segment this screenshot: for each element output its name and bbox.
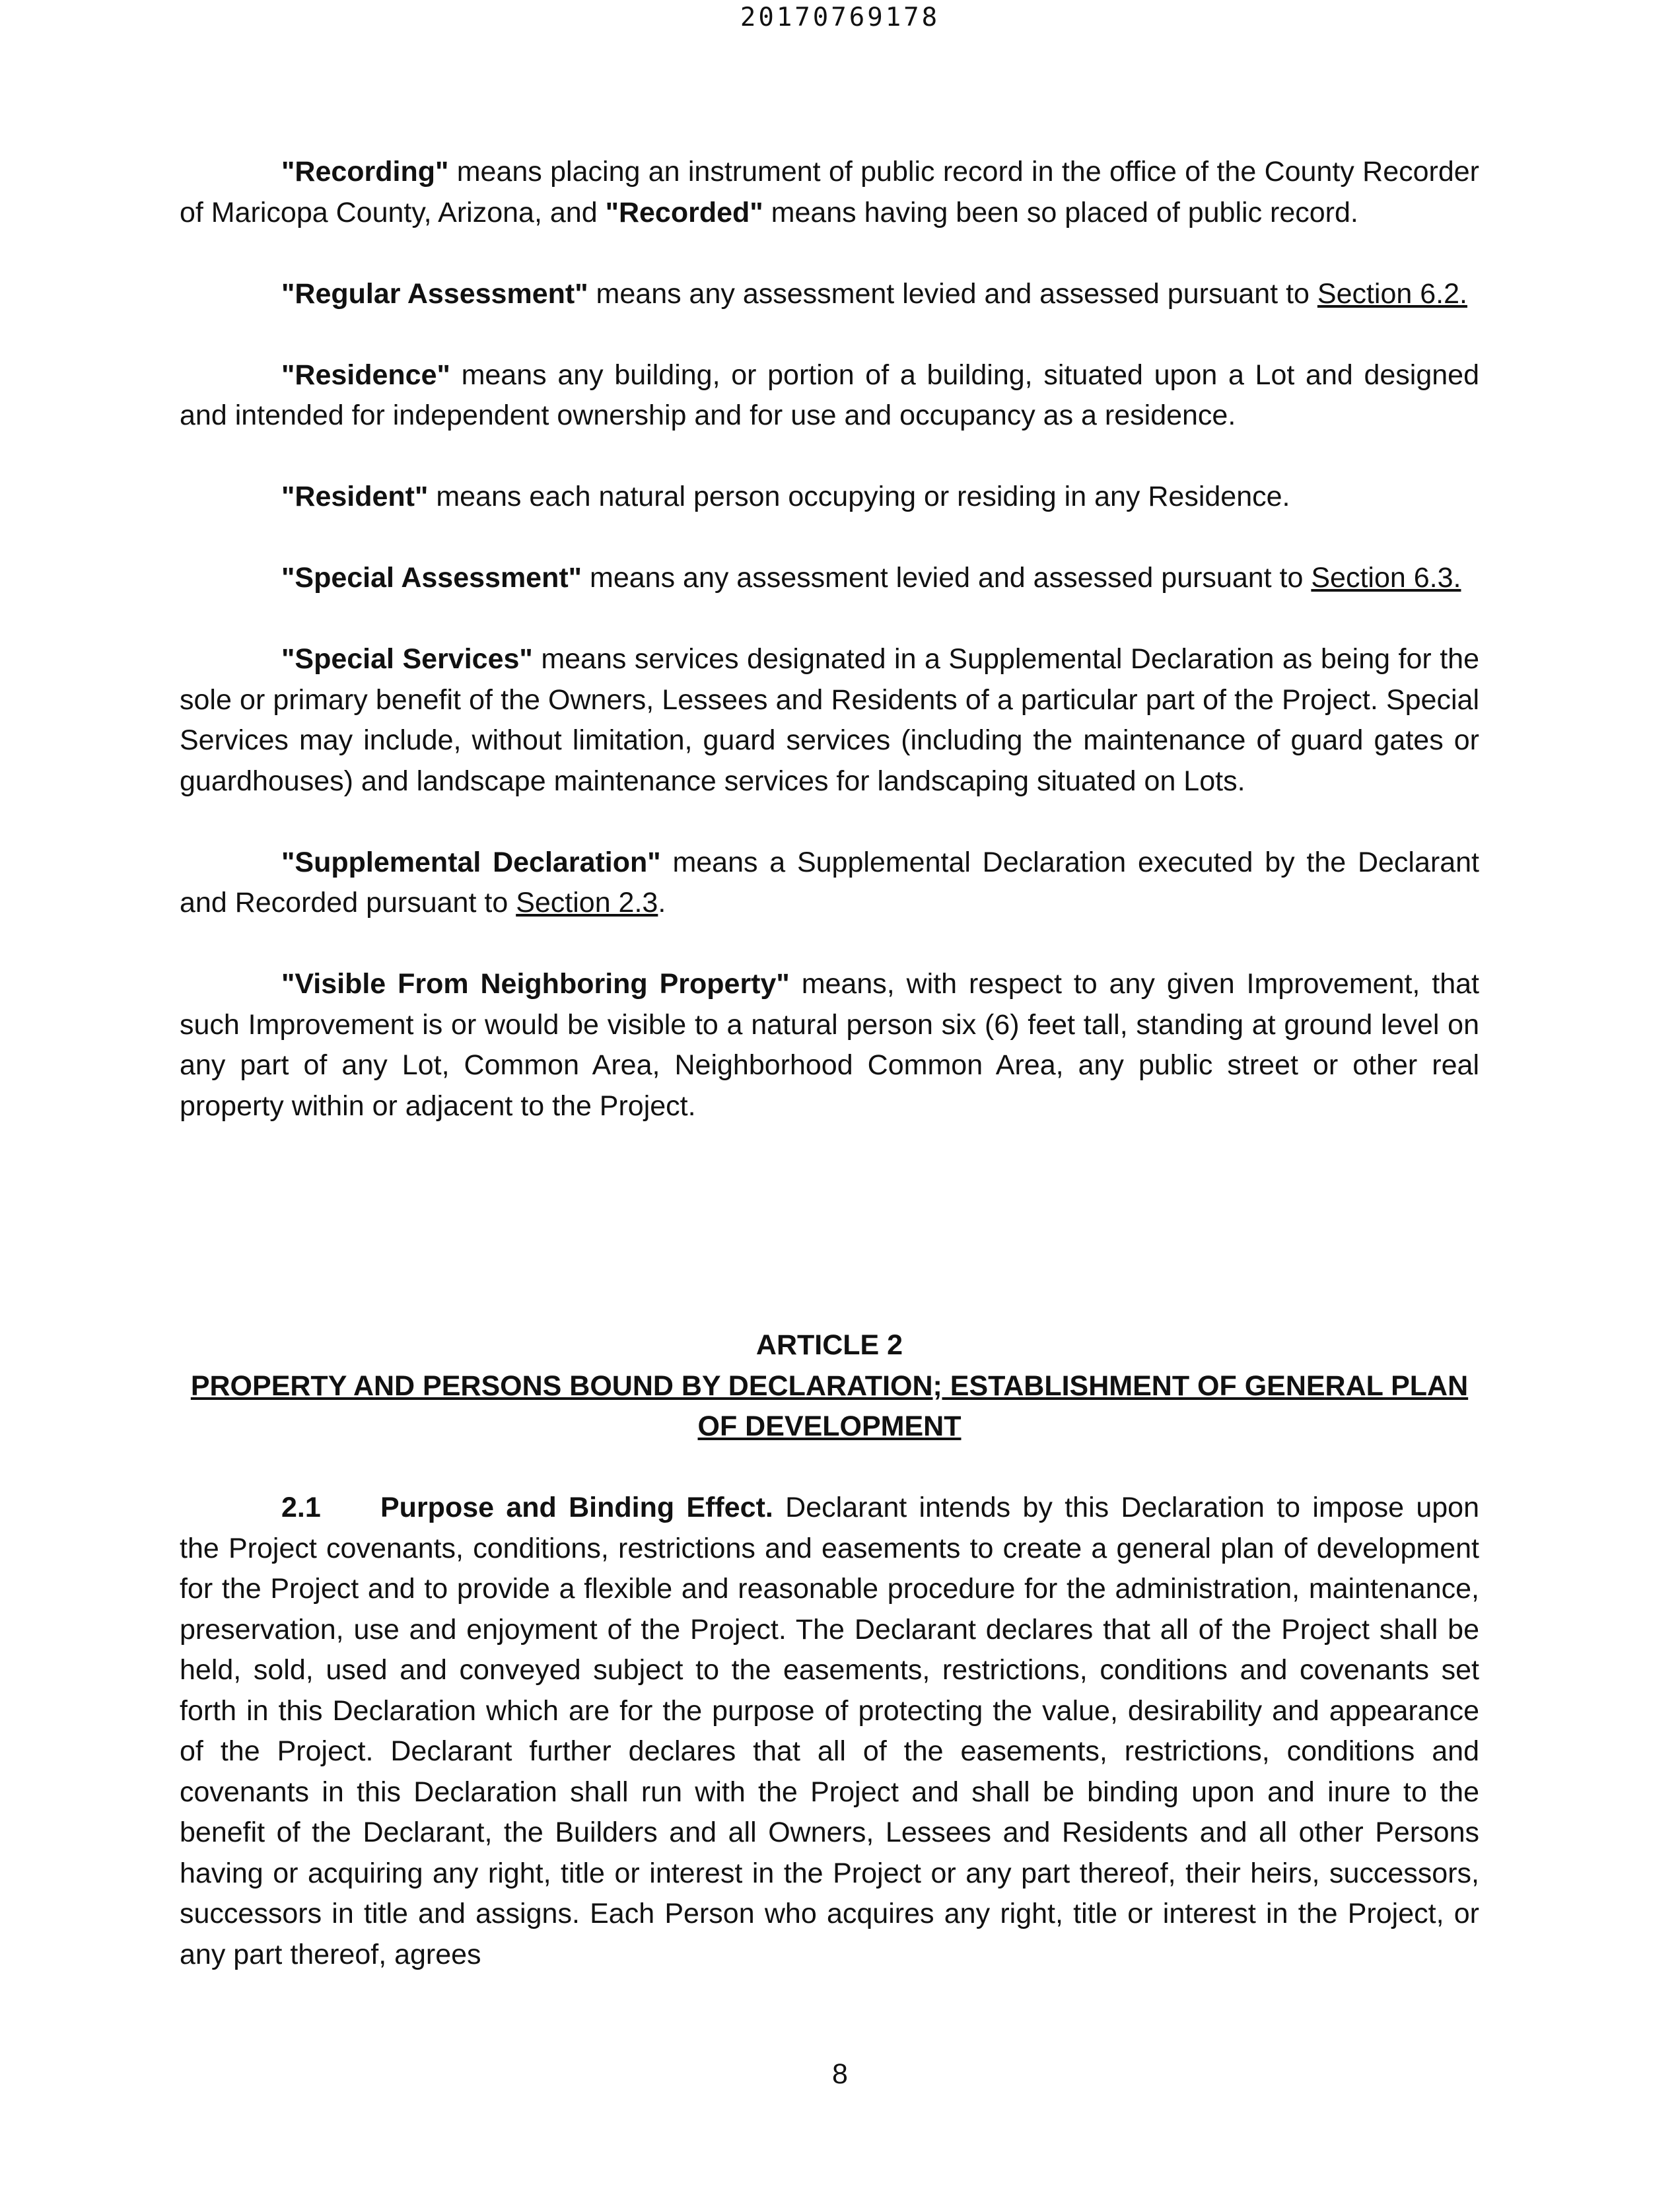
definition-text: means, with respect to any given Improvement, that such Improvement is or would be visible to a natural person six (6) feet tall, standing at ground level on any part of any Lot, Common Area, Neighborhood Common Area, any public street or other real property within or adjacent to the Project. <box>180 968 1479 1122</box>
definition-term: "Resident" <box>281 481 429 512</box>
page-number: 8 <box>832 2058 848 2090</box>
section-number: 2.1 <box>281 1492 321 1523</box>
recording-number: 20170769178 <box>740 3 940 32</box>
definitions-list <box>180 152 1479 1167</box>
article-title: PROPERTY AND PERSONS BOUND BY DECLARATION; ESTABLISHMENT OF GENERAL PLAN OF DEVELOPMENT <box>190 1370 1469 1442</box>
section-heading: Purpose and Binding Effect. <box>380 1492 773 1523</box>
section-reference: Section 6.2. <box>1317 277 1467 310</box>
definition-residence <box>180 355 1479 436</box>
definition-term: "Visible From Neighboring Property" <box>281 968 790 1000</box>
definition-supplemental-declaration <box>180 843 1479 924</box>
definition-term: "Special Services" <box>281 643 533 675</box>
definition-text: means services designated in a Supplemental Declaration as being for the sole or primary benefit of the Owners, Lessees and Residents of a particular part of the Project. Special Services may include, without limitation, guard services (including the maintenance of guard gates or guardhouses) and landscape maintenance services for landscaping situated on Lots. <box>180 643 1479 797</box>
definition-text: means any building, or portion of a building, situated upon a Lot and designed and intended for independent ownership and for use and occupancy as a residence. <box>180 359 1479 431</box>
definition-text: means a Supplemental Declaration executed by the Declarant and Recorded pursuant to <box>180 846 1479 919</box>
definition-term: "Regular Assessment" <box>281 277 588 310</box>
definition-text: means any assessment levied and assessed pursuant to <box>588 277 1317 310</box>
section-reference: Section 6.3. <box>1311 562 1461 594</box>
definition-term: "Residence" <box>281 359 450 391</box>
definition-text: . <box>658 887 666 919</box>
definition-term: "Special Assessment" <box>281 562 582 594</box>
definition-text: means placing an instrument of public record in the office of the County Recorder of Maricopa County, Arizona, and <box>180 156 1479 228</box>
definition-text: means each natural person occupying or residing in any Residence. <box>428 481 1290 512</box>
definition-term: "Recording" <box>281 156 449 188</box>
definition-term: "Recorded" <box>605 196 763 228</box>
definition-text: means having been so placed of public record. <box>763 196 1358 228</box>
definition-text: means any assessment levied and assessed pursuant to <box>582 562 1312 594</box>
definition-visible-from-neighboring-property <box>180 964 1479 1127</box>
article-heading <box>180 1325 1479 1447</box>
definition-special-services <box>180 639 1479 802</box>
definition-regular-assessment <box>180 274 1479 315</box>
definition-resident <box>180 477 1479 518</box>
article-label: ARTICLE 2 <box>755 1329 903 1361</box>
definition-recording <box>180 152 1479 233</box>
definition-special-assessment <box>180 558 1479 599</box>
section-text: Declarant intends by this Declaration to impose upon the Project covenants, conditions, restrictions and easements to create a general plan of development for the Project and to provide a flexible and reasonable procedure for the administration, maintenance, preservation, use and enjoyment of the Project. The Declarant declares that all of the Project shall be held, sold, used and conveyed subject to the easements, restrictions, conditions and covenants set forth in this Declaration which are for the purpose of protecting the value, desirability and appearance of the Project. Declarant further declares that all of the easements, restrictions, conditions and covenants in this Declaration shall run with the Project and shall be binding upon and inure to the benefit of the Declarant, the Builders and all Owners, Lessees and Residents and all other Persons having or acquiring any right, title or interest in the Project or any part thereof, their heirs, successors, successors in title and assigns. Each Person who acquires any right, title or interest in the Project, or any part thereof, agrees <box>180 1492 1479 1970</box>
section-2-1 <box>180 1488 1479 1975</box>
section-reference: Section 2.3 <box>516 887 658 919</box>
definition-term: "Supplemental Declaration" <box>281 846 661 878</box>
